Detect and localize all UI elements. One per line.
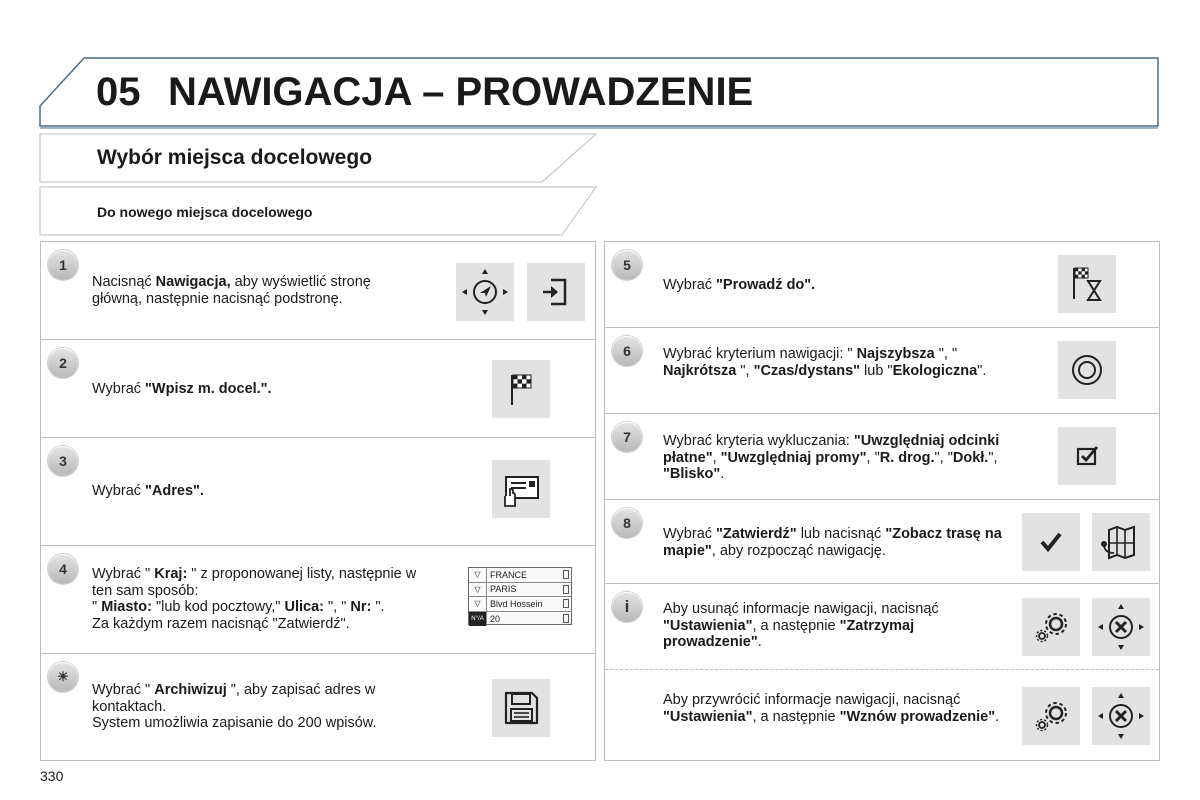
step-row-3	[41, 438, 595, 546]
step-badge-6: 6	[612, 336, 642, 366]
step-row-6	[605, 328, 1159, 414]
info-text-resume: Aby przywrócić informacje nawigacji, nacisnąć "Ustawienia", a następnie "Wznów prowadzenie".	[663, 692, 1000, 725]
step-text-3: Wybrać "Adres".	[92, 483, 204, 499]
info-text-stop: Aby usunąć informacje nawigacji, nacisnąć "Ustawienia", a następnie "Zatrzymaj prowadzenie".	[663, 601, 939, 650]
step-row-8	[605, 500, 1159, 584]
step-text-2: Wybrać "Wpisz m. docel.".	[92, 381, 272, 397]
step-text-7: Wybrać kryteria wykluczania: "Uwzględniaj odcinki płatne", "Uwzględniaj promy", "R. drog.", "Dokł.", "Blisko".	[663, 433, 1000, 482]
step-badge-8: 8	[612, 508, 642, 538]
list-item[interactable]: ▽ Blvd Hossein	[469, 597, 571, 612]
checkbox-icon[interactable]	[1058, 427, 1116, 485]
flag-hourglass-icon[interactable]	[1058, 255, 1116, 313]
checkmark-icon[interactable]	[1022, 513, 1080, 571]
chapter-title: NAWIGACJA – PROWADZENIE	[168, 70, 754, 114]
info-row-resume	[605, 670, 1159, 762]
resume-navigation-icon[interactable]	[1092, 687, 1150, 745]
step-row-archive	[41, 654, 595, 762]
address-card-icon[interactable]	[492, 460, 550, 518]
step-row-2	[41, 340, 595, 438]
list-item[interactable]: ▽ FRANCE	[469, 568, 571, 583]
page-number: 330	[40, 768, 64, 784]
step-text-8: Wybrać "Zatwierdź" lub nacisnąć "Zobacz trasę na mapie", aby rozpocząć nawigację.	[663, 526, 1002, 559]
info-badge: i	[612, 592, 642, 622]
info-row-stop	[605, 584, 1159, 670]
step-badge-4: 4	[48, 554, 78, 584]
enter-subpage-icon[interactable]	[527, 263, 585, 321]
list-item[interactable]: N°/A 20	[469, 612, 571, 627]
navigation-compass-icon[interactable]	[456, 263, 514, 321]
tip-badge: ☀	[48, 662, 78, 692]
section-title: Wybór miejsca docelowego	[97, 146, 373, 169]
step-text-1: Nacisnąć Nawigacja, aby wyświetlić stronę główną, następnie nacisnąć podstronę.	[92, 274, 371, 307]
step-row-1	[41, 242, 595, 340]
left-steps-panel	[40, 241, 596, 761]
step-row-4	[41, 546, 595, 654]
step-row-7	[605, 414, 1159, 500]
save-disk-icon[interactable]	[492, 679, 550, 737]
chapter-number: 05	[96, 70, 141, 114]
step-text-5: Wybrać "Prowadź do".	[663, 277, 816, 293]
target-circle-icon[interactable]	[1058, 341, 1116, 399]
subsection-title: Do nowego miejsca docelowego	[97, 204, 313, 220]
step-text-6: Wybrać kryterium nawigacji: " Najszybsza ", " Najkrótsza ", "Czas/dystans" lub "Ekologiczna".	[663, 346, 987, 379]
step-badge-3: 3	[48, 446, 78, 476]
step-text-archive: Wybrać " Archiwizuj ", aby zapisać adres w kontaktach. System umożliwia zapisanie do 200 wpisów.	[92, 682, 377, 731]
step-badge-7: 7	[612, 422, 642, 452]
stop-navigation-icon[interactable]	[1092, 598, 1150, 656]
checkered-flag-icon[interactable]	[492, 360, 550, 418]
settings-gears-icon[interactable]	[1022, 687, 1080, 745]
step-text-4: Wybrać " Kraj: " z proponowanej listy, następnie w ten sam sposób: " Miasto: "lub kod pocztowy," Ulica: ", " Nr: ". Za każdym razem nacisnąć "Zatwierdź".	[92, 566, 417, 632]
destination-list	[468, 567, 572, 625]
step-badge-5: 5	[612, 250, 642, 280]
step-badge-2: 2	[48, 348, 78, 378]
step-badge-1: 1	[48, 250, 78, 280]
step-row-5	[605, 242, 1159, 328]
list-item[interactable]: ▽ PARIS	[469, 583, 571, 598]
route-map-icon[interactable]	[1092, 513, 1150, 571]
settings-gears-icon[interactable]	[1022, 598, 1080, 656]
right-steps-panel	[604, 241, 1160, 761]
